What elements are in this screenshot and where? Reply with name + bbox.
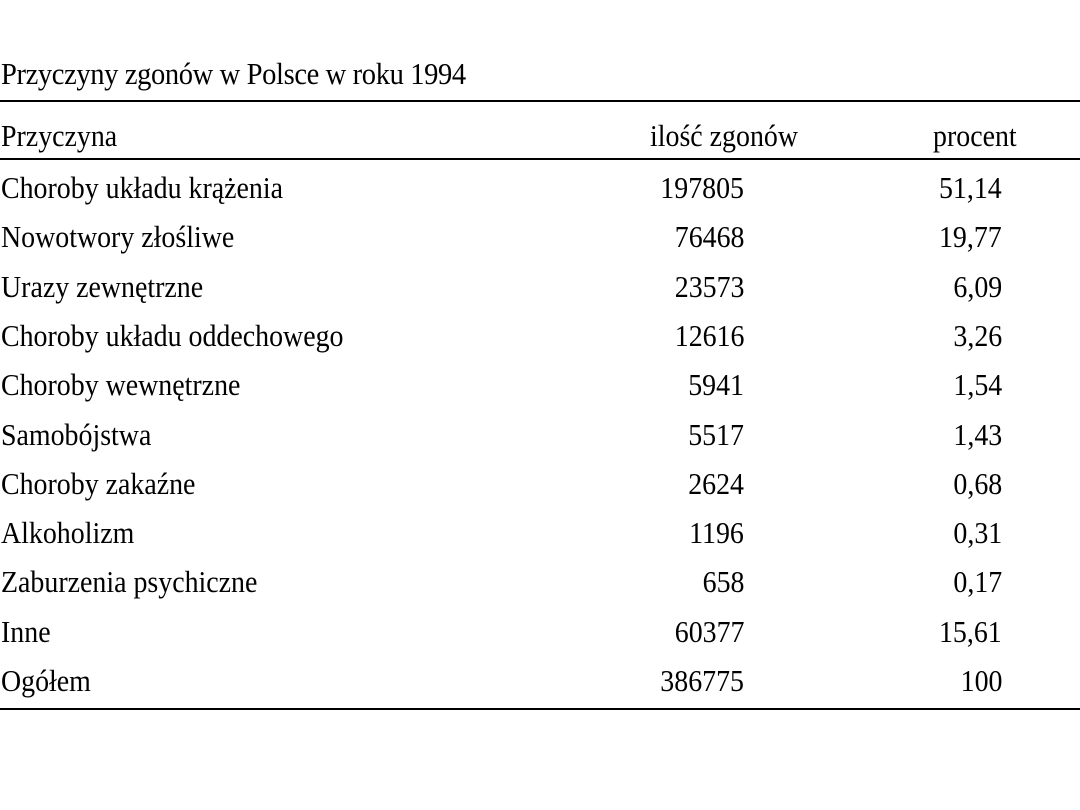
death-count-cell: 5517 bbox=[688, 417, 744, 452]
cause-cell: Choroby układu krążenia bbox=[1, 170, 284, 205]
death-count-cell: 197805 bbox=[660, 170, 744, 205]
death-count-cell: 2624 bbox=[688, 466, 744, 501]
table-row bbox=[0, 656, 1080, 706]
death-count-cell: 12616 bbox=[674, 318, 744, 353]
percent-cell: 0,17 bbox=[953, 564, 1002, 599]
cause-cell: Alkoholizm bbox=[1, 515, 135, 550]
cause-cell: Choroby zakaźne bbox=[1, 466, 196, 501]
percent-cell: 100 bbox=[960, 663, 1002, 698]
table-header-row bbox=[0, 111, 1080, 161]
cause-cell: Urazy zewnętrzne bbox=[1, 269, 204, 304]
table-row bbox=[0, 360, 1080, 410]
cause-cell: Inne bbox=[1, 614, 51, 649]
percent-cell: 0,31 bbox=[953, 515, 1002, 550]
death-count-cell: 386775 bbox=[660, 663, 744, 698]
cause-cell: Samobójstwa bbox=[1, 417, 152, 452]
header-death-count: ilość zgonów bbox=[650, 118, 799, 153]
table-row bbox=[0, 557, 1080, 607]
table-header-rule bbox=[0, 158, 1080, 160]
cause-cell: Choroby wewnętrzne bbox=[1, 367, 241, 402]
table-row bbox=[0, 311, 1080, 361]
percent-cell: 51,14 bbox=[939, 170, 1002, 205]
table-row bbox=[0, 262, 1080, 312]
cause-cell: Zaburzenia psychiczne bbox=[1, 564, 258, 599]
percent-cell: 1,43 bbox=[953, 417, 1002, 452]
percent-cell: 19,77 bbox=[939, 219, 1002, 254]
table-row bbox=[0, 508, 1080, 558]
table-bottom-rule bbox=[0, 708, 1080, 710]
cause-cell: Nowotwory złośliwe bbox=[1, 219, 235, 254]
header-percent: procent bbox=[933, 118, 1017, 153]
cause-cell: Choroby układu oddechowego bbox=[1, 318, 344, 353]
table-top-rule bbox=[0, 100, 1080, 102]
table-row bbox=[0, 410, 1080, 460]
death-count-cell: 23573 bbox=[674, 269, 744, 304]
percent-cell: 15,61 bbox=[939, 614, 1002, 649]
table-row bbox=[0, 163, 1080, 213]
table-row bbox=[0, 212, 1080, 262]
death-count-cell: 76468 bbox=[674, 219, 744, 254]
percent-cell: 1,54 bbox=[953, 367, 1002, 402]
table-title: Przyczyny zgonów w Polsce w roku 1994 bbox=[1, 56, 466, 91]
cause-cell: Ogółem bbox=[1, 663, 91, 698]
death-count-cell: 1196 bbox=[689, 515, 744, 550]
percent-cell: 6,09 bbox=[953, 269, 1002, 304]
percent-cell: 0,68 bbox=[953, 466, 1002, 501]
death-count-cell: 5941 bbox=[688, 367, 744, 402]
death-count-cell: 658 bbox=[702, 564, 744, 599]
table-row bbox=[0, 459, 1080, 509]
table-row bbox=[0, 607, 1080, 657]
header-cause: Przyczyna bbox=[1, 118, 118, 153]
percent-cell: 3,26 bbox=[953, 318, 1002, 353]
death-count-cell: 60377 bbox=[674, 614, 744, 649]
